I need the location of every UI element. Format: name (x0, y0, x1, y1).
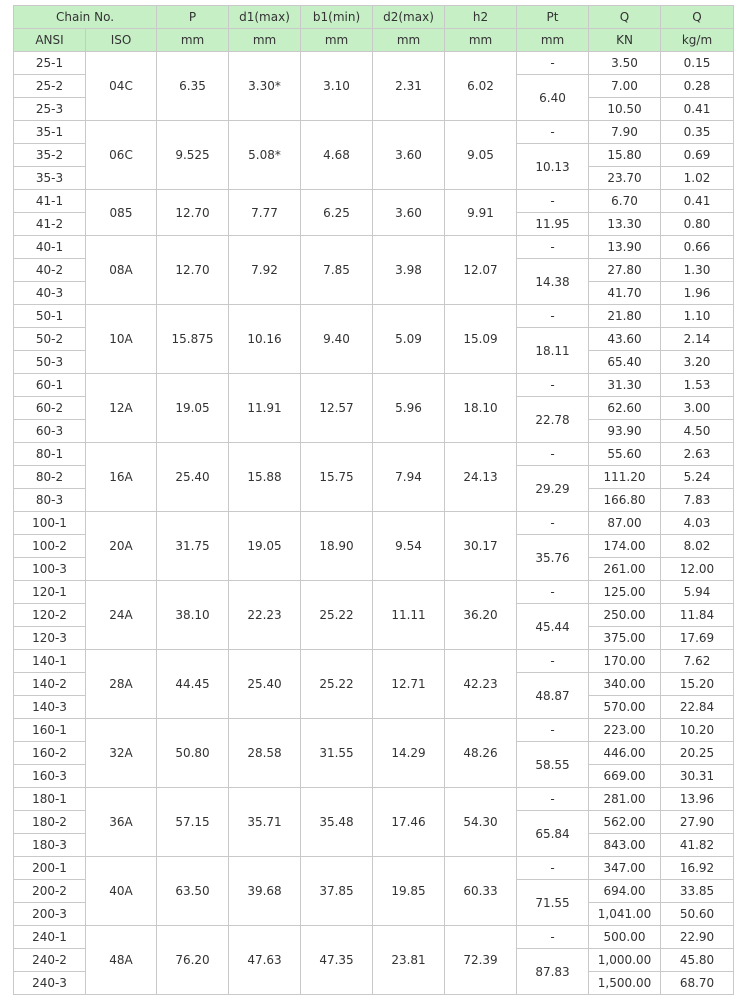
ansi-cell: 35-3 (14, 167, 86, 190)
ansi-cell: 80-1 (14, 443, 86, 466)
q-kn-cell: 347.00 (589, 857, 661, 880)
header-row-titles (14, 6, 734, 29)
table-row (14, 374, 734, 397)
q-kn-cell: 87.00 (589, 512, 661, 535)
ansi-cell: 140-2 (14, 673, 86, 696)
header-d2: d2(max) (373, 6, 445, 29)
q-kn-cell: 500.00 (589, 926, 661, 949)
q-kn-cell: 694.00 (589, 880, 661, 903)
ansi-cell: 100-3 (14, 558, 86, 581)
ansi-cell: 41-2 (14, 213, 86, 236)
q-kg-cell: 50.60 (661, 903, 734, 926)
table-row (14, 512, 734, 535)
q-kn-cell: 13.30 (589, 213, 661, 236)
unit-p: mm (157, 29, 229, 52)
table-row (14, 788, 734, 811)
h2-cell: 30.17 (445, 512, 517, 581)
d1-cell: 22.23 (229, 581, 301, 650)
pt-cell: 58.55 (517, 742, 589, 788)
q-kg-cell: 8.02 (661, 535, 734, 558)
unit-q-kg: kg/m (661, 29, 734, 52)
h2-cell: 48.26 (445, 719, 517, 788)
pitch-cell: 15.875 (157, 305, 229, 374)
q-kg-cell: 2.14 (661, 328, 734, 351)
h2-cell: 24.13 (445, 443, 517, 512)
pitch-cell: 57.15 (157, 788, 229, 857)
table-row (14, 857, 734, 880)
b1-cell: 9.40 (301, 305, 373, 374)
q-kn-cell: 843.00 (589, 834, 661, 857)
table-row (14, 52, 734, 75)
q-kg-cell: 0.15 (661, 52, 734, 75)
pt-single-cell: - (517, 512, 589, 535)
d2-cell: 3.98 (373, 236, 445, 305)
q-kg-cell: 3.00 (661, 397, 734, 420)
table-body (14, 52, 734, 995)
pt-cell: 14.38 (517, 259, 589, 305)
d1-cell: 47.63 (229, 926, 301, 995)
header-chain-no: Chain No. (14, 6, 157, 29)
q-kn-cell: 170.00 (589, 650, 661, 673)
d1-cell: 3.30* (229, 52, 301, 121)
ansi-cell: 180-3 (14, 834, 86, 857)
d1-cell: 10.16 (229, 305, 301, 374)
ansi-cell: 41-1 (14, 190, 86, 213)
q-kn-cell: 446.00 (589, 742, 661, 765)
q-kg-cell: 0.80 (661, 213, 734, 236)
q-kn-cell: 21.80 (589, 305, 661, 328)
d1-cell: 7.92 (229, 236, 301, 305)
q-kn-cell: 570.00 (589, 696, 661, 719)
d1-cell: 25.40 (229, 650, 301, 719)
q-kg-cell: 33.85 (661, 880, 734, 903)
q-kn-cell: 65.40 (589, 351, 661, 374)
pt-cell: 11.95 (517, 213, 589, 236)
iso-cell: 32A (86, 719, 157, 788)
iso-cell: 40A (86, 857, 157, 926)
b1-cell: 6.25 (301, 190, 373, 236)
table-header (14, 6, 734, 52)
table-row (14, 305, 734, 328)
h2-cell: 9.05 (445, 121, 517, 190)
q-kn-cell: 1,500.00 (589, 972, 661, 995)
table-row (14, 443, 734, 466)
ansi-cell: 40-3 (14, 282, 86, 305)
ansi-cell: 160-3 (14, 765, 86, 788)
q-kg-cell: 22.90 (661, 926, 734, 949)
q-kg-cell: 4.03 (661, 512, 734, 535)
ansi-cell: 200-2 (14, 880, 86, 903)
table-row (14, 926, 734, 949)
q-kn-cell: 261.00 (589, 558, 661, 581)
ansi-cell: 200-1 (14, 857, 86, 880)
d1-cell: 28.58 (229, 719, 301, 788)
q-kn-cell: 166.80 (589, 489, 661, 512)
d2-cell: 5.96 (373, 374, 445, 443)
q-kg-cell: 1.02 (661, 167, 734, 190)
q-kg-cell: 68.70 (661, 972, 734, 995)
q-kn-cell: 13.90 (589, 236, 661, 259)
q-kn-cell: 7.00 (589, 75, 661, 98)
q-kg-cell: 7.62 (661, 650, 734, 673)
ansi-cell: 60-1 (14, 374, 86, 397)
ansi-cell: 50-2 (14, 328, 86, 351)
pt-cell: 29.29 (517, 466, 589, 512)
pitch-cell: 76.20 (157, 926, 229, 995)
ansi-cell: 60-2 (14, 397, 86, 420)
h2-cell: 54.30 (445, 788, 517, 857)
q-kg-cell: 0.66 (661, 236, 734, 259)
d2-cell: 2.31 (373, 52, 445, 121)
pt-cell: 87.83 (517, 949, 589, 995)
pt-single-cell: - (517, 443, 589, 466)
q-kg-cell: 1.53 (661, 374, 734, 397)
ansi-cell: 35-2 (14, 144, 86, 167)
pitch-cell: 12.70 (157, 236, 229, 305)
d1-cell: 39.68 (229, 857, 301, 926)
pt-single-cell: - (517, 305, 589, 328)
q-kn-cell: 62.60 (589, 397, 661, 420)
q-kg-cell: 0.28 (661, 75, 734, 98)
q-kg-cell: 7.83 (661, 489, 734, 512)
q-kg-cell: 5.94 (661, 581, 734, 604)
d2-cell: 19.85 (373, 857, 445, 926)
q-kn-cell: 55.60 (589, 443, 661, 466)
q-kg-cell: 15.20 (661, 673, 734, 696)
q-kg-cell: 1.96 (661, 282, 734, 305)
d1-cell: 15.88 (229, 443, 301, 512)
q-kn-cell: 7.90 (589, 121, 661, 144)
q-kn-cell: 281.00 (589, 788, 661, 811)
q-kn-cell: 27.80 (589, 259, 661, 282)
iso-cell: 08A (86, 236, 157, 305)
iso-cell: 20A (86, 512, 157, 581)
b1-cell: 3.10 (301, 52, 373, 121)
unit-pt: mm (517, 29, 589, 52)
iso-cell: 48A (86, 926, 157, 995)
header-pt: Pt (517, 6, 589, 29)
iso-cell: 24A (86, 581, 157, 650)
pitch-cell: 9.525 (157, 121, 229, 190)
pt-single-cell: - (517, 374, 589, 397)
pt-single-cell: - (517, 236, 589, 259)
unit-q-kn: KN (589, 29, 661, 52)
q-kn-cell: 1,000.00 (589, 949, 661, 972)
ansi-cell: 240-3 (14, 972, 86, 995)
pt-single-cell: - (517, 581, 589, 604)
header-row-units (14, 29, 734, 52)
pt-single-cell: - (517, 121, 589, 144)
pitch-cell: 38.10 (157, 581, 229, 650)
pt-single-cell: - (517, 650, 589, 673)
d2-cell: 17.46 (373, 788, 445, 857)
header-q-kg: Q (661, 6, 734, 29)
q-kg-cell: 22.84 (661, 696, 734, 719)
pt-single-cell: - (517, 926, 589, 949)
b1-cell: 37.85 (301, 857, 373, 926)
h2-cell: 12.07 (445, 236, 517, 305)
iso-cell: 16A (86, 443, 157, 512)
iso-cell: 12A (86, 374, 157, 443)
unit-b1: mm (301, 29, 373, 52)
iso-cell: 06C (86, 121, 157, 190)
d2-cell: 3.60 (373, 121, 445, 190)
d2-cell: 11.11 (373, 581, 445, 650)
iso-cell: 36A (86, 788, 157, 857)
pt-cell: 65.84 (517, 811, 589, 857)
d1-cell: 11.91 (229, 374, 301, 443)
ansi-cell: 180-2 (14, 811, 86, 834)
pitch-cell: 19.05 (157, 374, 229, 443)
q-kg-cell: 20.25 (661, 742, 734, 765)
q-kn-cell: 223.00 (589, 719, 661, 742)
header-iso: ISO (86, 29, 157, 52)
q-kn-cell: 250.00 (589, 604, 661, 627)
ansi-cell: 25-2 (14, 75, 86, 98)
d2-cell: 14.29 (373, 719, 445, 788)
q-kg-cell: 0.69 (661, 144, 734, 167)
ansi-cell: 160-2 (14, 742, 86, 765)
q-kn-cell: 340.00 (589, 673, 661, 696)
h2-cell: 6.02 (445, 52, 517, 121)
q-kg-cell: 1.10 (661, 305, 734, 328)
q-kn-cell: 43.60 (589, 328, 661, 351)
q-kg-cell: 45.80 (661, 949, 734, 972)
d2-cell: 9.54 (373, 512, 445, 581)
q-kn-cell: 174.00 (589, 535, 661, 558)
q-kg-cell: 1.30 (661, 259, 734, 282)
ansi-cell: 140-3 (14, 696, 86, 719)
pitch-cell: 44.45 (157, 650, 229, 719)
b1-cell: 4.68 (301, 121, 373, 190)
q-kn-cell: 562.00 (589, 811, 661, 834)
ansi-cell: 25-3 (14, 98, 86, 121)
pitch-cell: 63.50 (157, 857, 229, 926)
d2-cell: 12.71 (373, 650, 445, 719)
ansi-cell: 35-1 (14, 121, 86, 144)
ansi-cell: 160-1 (14, 719, 86, 742)
table-row (14, 121, 734, 144)
q-kg-cell: 10.20 (661, 719, 734, 742)
d1-cell: 5.08* (229, 121, 301, 190)
q-kg-cell: 4.50 (661, 420, 734, 443)
pitch-cell: 6.35 (157, 52, 229, 121)
q-kn-cell: 375.00 (589, 627, 661, 650)
q-kn-cell: 41.70 (589, 282, 661, 305)
ansi-cell: 200-3 (14, 903, 86, 926)
d1-cell: 7.77 (229, 190, 301, 236)
q-kn-cell: 3.50 (589, 52, 661, 75)
q-kg-cell: 3.20 (661, 351, 734, 374)
b1-cell: 7.85 (301, 236, 373, 305)
d2-cell: 7.94 (373, 443, 445, 512)
q-kn-cell: 669.00 (589, 765, 661, 788)
ansi-cell: 140-1 (14, 650, 86, 673)
ansi-cell: 40-2 (14, 259, 86, 282)
iso-cell: 04C (86, 52, 157, 121)
b1-cell: 25.22 (301, 581, 373, 650)
header-ansi: ANSI (14, 29, 86, 52)
b1-cell: 31.55 (301, 719, 373, 788)
ansi-cell: 100-2 (14, 535, 86, 558)
d2-cell: 3.60 (373, 190, 445, 236)
q-kn-cell: 31.30 (589, 374, 661, 397)
pt-cell: 48.87 (517, 673, 589, 719)
b1-cell: 35.48 (301, 788, 373, 857)
q-kg-cell: 0.41 (661, 98, 734, 121)
q-kg-cell: 11.84 (661, 604, 734, 627)
pt-cell: 45.44 (517, 604, 589, 650)
h2-cell: 60.33 (445, 857, 517, 926)
h2-cell: 15.09 (445, 305, 517, 374)
pt-single-cell: - (517, 52, 589, 75)
ansi-cell: 60-3 (14, 420, 86, 443)
pitch-cell: 12.70 (157, 190, 229, 236)
d1-cell: 35.71 (229, 788, 301, 857)
d2-cell: 23.81 (373, 926, 445, 995)
pt-cell: 22.78 (517, 397, 589, 443)
pitch-cell: 50.80 (157, 719, 229, 788)
pt-cell: 71.55 (517, 880, 589, 926)
iso-cell: 28A (86, 650, 157, 719)
q-kn-cell: 6.70 (589, 190, 661, 213)
q-kn-cell: 15.80 (589, 144, 661, 167)
ansi-cell: 120-3 (14, 627, 86, 650)
q-kg-cell: 27.90 (661, 811, 734, 834)
ansi-cell: 50-3 (14, 351, 86, 374)
q-kg-cell: 2.63 (661, 443, 734, 466)
ansi-cell: 120-2 (14, 604, 86, 627)
ansi-cell: 80-2 (14, 466, 86, 489)
q-kg-cell: 13.96 (661, 788, 734, 811)
ansi-cell: 180-1 (14, 788, 86, 811)
pt-single-cell: - (517, 857, 589, 880)
pt-cell: 6.40 (517, 75, 589, 121)
table-row (14, 236, 734, 259)
table-row (14, 190, 734, 213)
table-row (14, 581, 734, 604)
pt-cell: 18.11 (517, 328, 589, 374)
h2-cell: 42.23 (445, 650, 517, 719)
b1-cell: 47.35 (301, 926, 373, 995)
q-kg-cell: 41.82 (661, 834, 734, 857)
h2-cell: 18.10 (445, 374, 517, 443)
b1-cell: 18.90 (301, 512, 373, 581)
unit-d2: mm (373, 29, 445, 52)
q-kn-cell: 125.00 (589, 581, 661, 604)
q-kg-cell: 16.92 (661, 857, 734, 880)
ansi-cell: 25-1 (14, 52, 86, 75)
ansi-cell: 240-2 (14, 949, 86, 972)
ansi-cell: 80-3 (14, 489, 86, 512)
pt-single-cell: - (517, 190, 589, 213)
h2-cell: 9.91 (445, 190, 517, 236)
table-row (14, 719, 734, 742)
pt-single-cell: - (517, 719, 589, 742)
chain-spec-table (13, 5, 734, 995)
pt-single-cell: - (517, 788, 589, 811)
pitch-cell: 25.40 (157, 443, 229, 512)
header-h2: h2 (445, 6, 517, 29)
q-kg-cell: 5.24 (661, 466, 734, 489)
q-kg-cell: 12.00 (661, 558, 734, 581)
header-p: P (157, 6, 229, 29)
unit-d1: mm (229, 29, 301, 52)
q-kn-cell: 23.70 (589, 167, 661, 190)
header-d1: d1(max) (229, 6, 301, 29)
d1-cell: 19.05 (229, 512, 301, 581)
q-kg-cell: 0.41 (661, 190, 734, 213)
ansi-cell: 120-1 (14, 581, 86, 604)
h2-cell: 36.20 (445, 581, 517, 650)
ansi-cell: 40-1 (14, 236, 86, 259)
iso-cell: 10A (86, 305, 157, 374)
q-kg-cell: 0.35 (661, 121, 734, 144)
ansi-cell: 50-1 (14, 305, 86, 328)
b1-cell: 15.75 (301, 443, 373, 512)
ansi-cell: 240-1 (14, 926, 86, 949)
q-kg-cell: 30.31 (661, 765, 734, 788)
table-row (14, 650, 734, 673)
h2-cell: 72.39 (445, 926, 517, 995)
q-kn-cell: 10.50 (589, 98, 661, 121)
q-kg-cell: 17.69 (661, 627, 734, 650)
header-b1: b1(min) (301, 6, 373, 29)
q-kn-cell: 93.90 (589, 420, 661, 443)
ansi-cell: 100-1 (14, 512, 86, 535)
b1-cell: 25.22 (301, 650, 373, 719)
header-q-kn: Q (589, 6, 661, 29)
q-kn-cell: 111.20 (589, 466, 661, 489)
d2-cell: 5.09 (373, 305, 445, 374)
unit-h2: mm (445, 29, 517, 52)
b1-cell: 12.57 (301, 374, 373, 443)
pitch-cell: 31.75 (157, 512, 229, 581)
pt-cell: 10.13 (517, 144, 589, 190)
iso-cell: 085 (86, 190, 157, 236)
pt-cell: 35.76 (517, 535, 589, 581)
q-kn-cell: 1,041.00 (589, 903, 661, 926)
